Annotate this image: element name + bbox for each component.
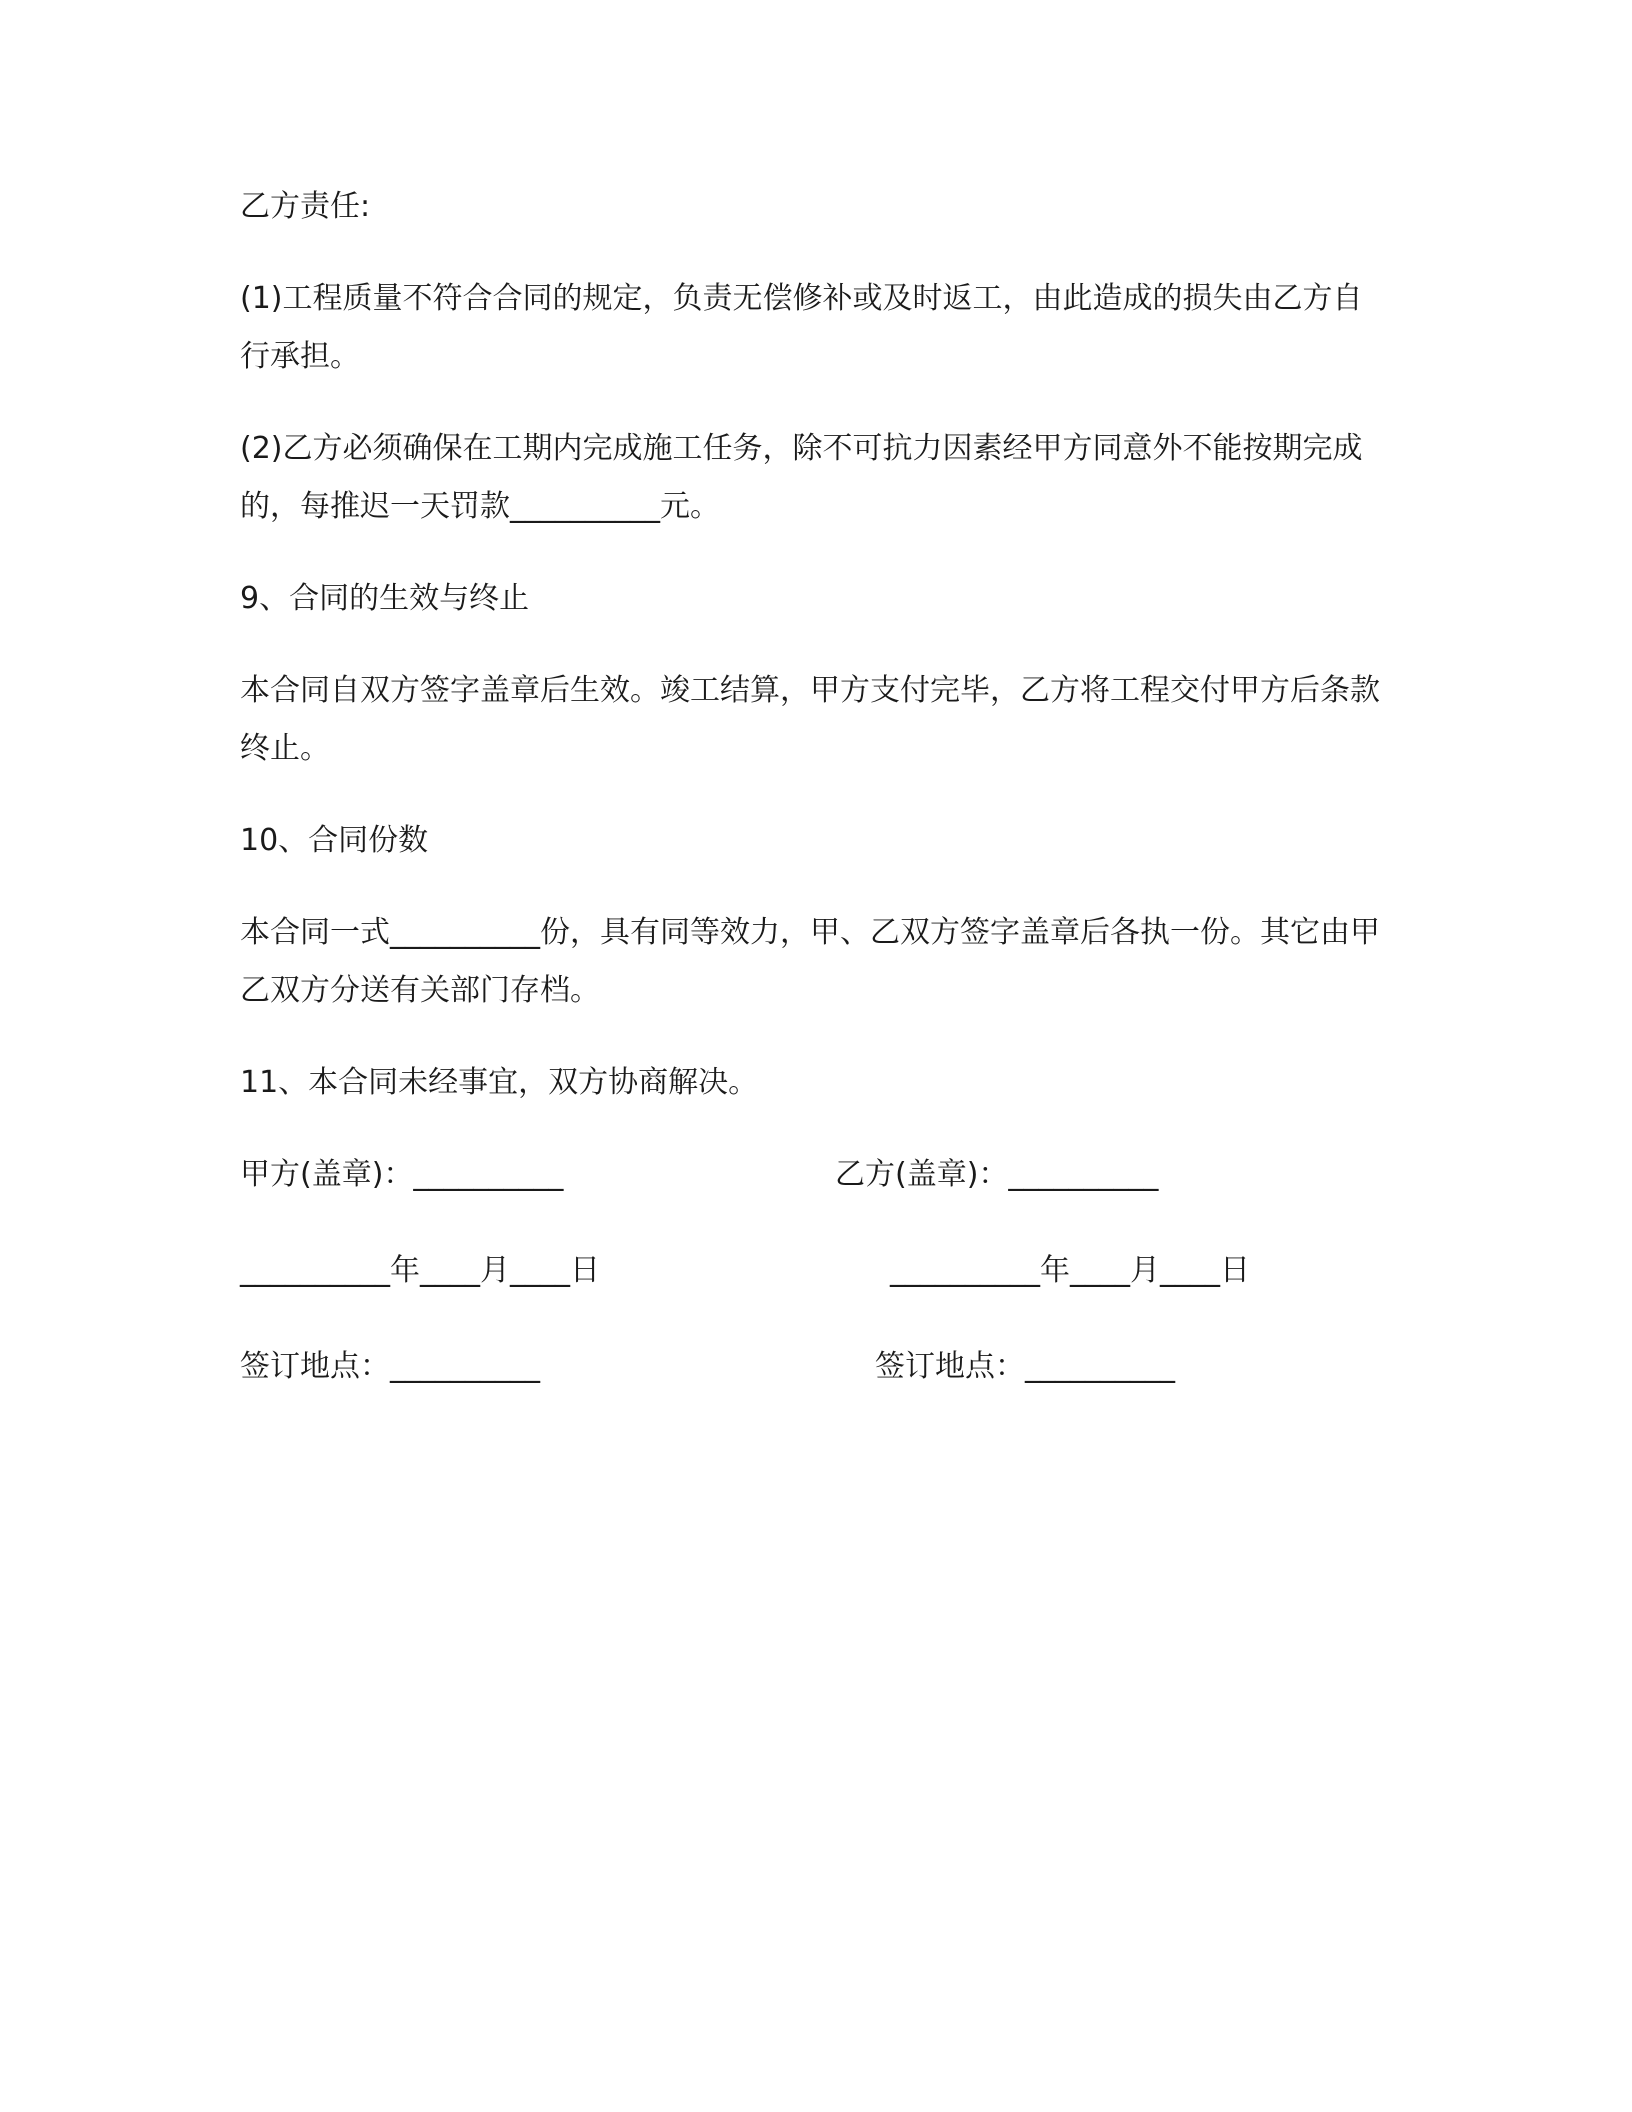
section-10-title: 10、合同份数 — [240, 823, 429, 858]
clause-1: (1)工程质量不符合合同的规定，负责无偿修补或及时返工，由此造成的损失由乙方自行承担。 — [240, 281, 1363, 374]
section-9-title: 9、合同的生效与终止 — [240, 581, 530, 616]
section-11-title: 11、本合同未经事宜，双方协商解决。 — [240, 1065, 759, 1100]
section-9-body: 本合同自双方签字盖章后生效。竣工结算，甲方支付完毕，乙方将工程交付甲方后条款终止。 — [240, 673, 1380, 766]
party-a-seal: 甲方(盖章)：__________ — [240, 1157, 564, 1192]
document-content — [240, 178, 1380, 1434]
party-b-seal: 乙方(盖章)：__________ — [835, 1157, 1159, 1192]
clause-2: (2)乙方必须确保在工期内完成施工任务，除不可抗力因素经甲方同意外不能按期完成的，每推迟一天罚款__________元。 — [240, 431, 1363, 524]
party-a-place: 签订地点：__________ — [240, 1349, 540, 1384]
place-row — [240, 1338, 1380, 1396]
party-b-date: __________年____月____日 — [890, 1253, 1250, 1288]
party-b-heading: 乙方责任: — [240, 189, 371, 224]
section-10-body: 本合同一式__________份，具有同等效力，甲、乙双方签字盖章后各执一份。其它由甲乙双方分送有关部门存档。 — [240, 915, 1380, 1008]
date-row — [240, 1242, 1380, 1300]
seal-row — [240, 1146, 1380, 1204]
party-a-date: __________年____月____日 — [240, 1253, 600, 1288]
party-b-place: 签订地点：__________ — [875, 1349, 1175, 1384]
